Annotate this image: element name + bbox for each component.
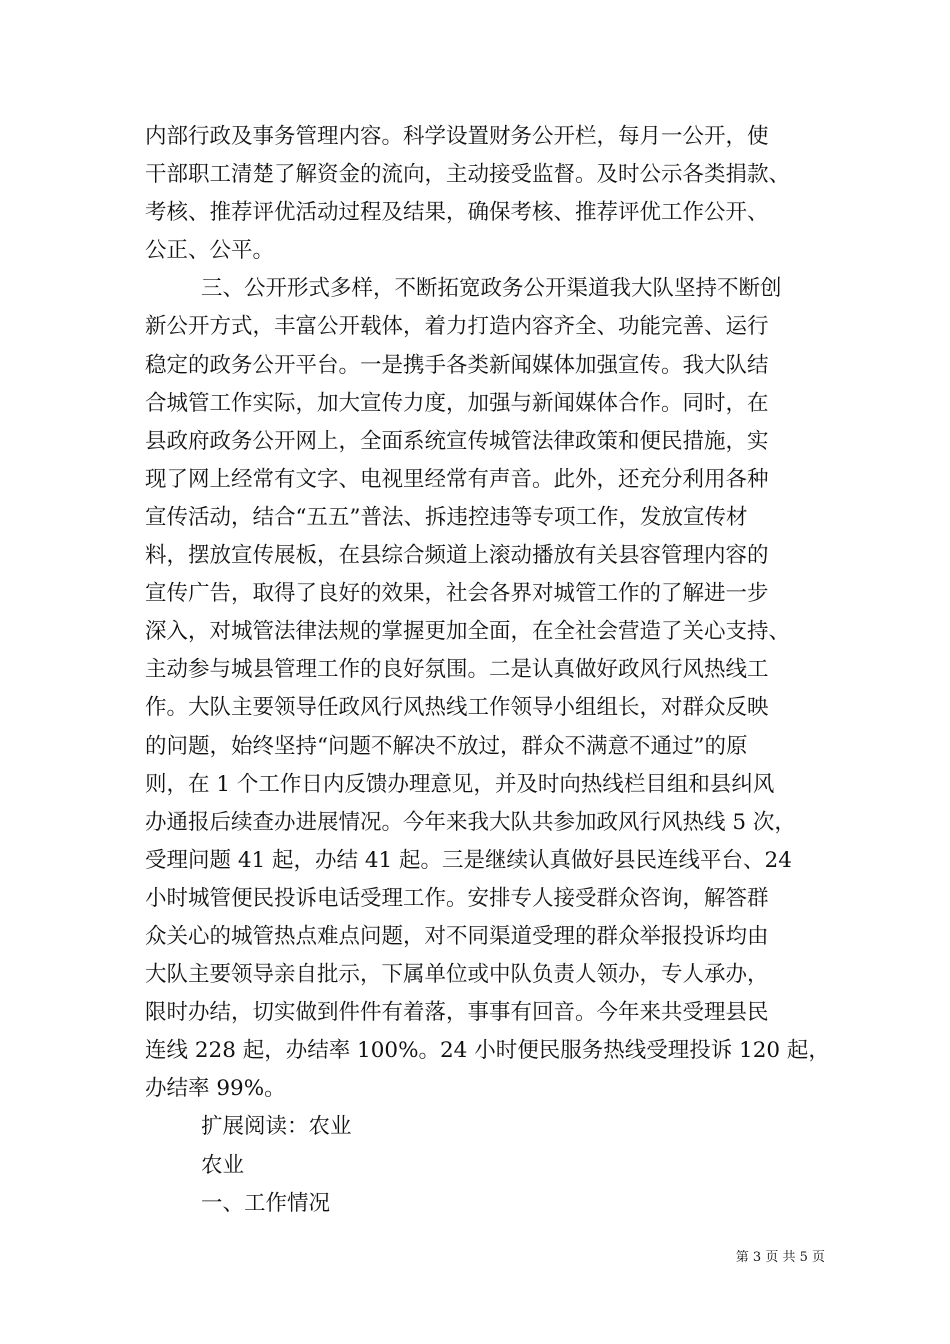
text-line: 现了网上经常有文字、电视里经常有声音。此外，还充分利用各种 <box>145 466 769 492</box>
work-status-heading: 一、工作情况 <box>201 1190 331 1216</box>
text-line: 则，在 1 个工作日内反馈办理意见，并及时向热线栏目组和县纠风 <box>145 771 775 797</box>
text-line: 考核、推荐评优活动过程及结果，确保考核、推荐评优工作公开、 <box>145 200 769 226</box>
page-number-footer: 第 3 页 共 5 页 <box>735 1250 825 1265</box>
extended-reading-heading: 扩展阅读：农业 <box>201 1114 352 1140</box>
text-line: 公正、公平。 <box>145 238 275 264</box>
text-line: 受理问题 41 起，办结 41 起。三是继续认真做好县民连线平台、24 <box>145 847 792 873</box>
text-line: 办结率 99%。 <box>145 1076 286 1102</box>
text-line: 内部行政及事务管理内容。科学设置财务公开栏，每月一公开，使 <box>145 124 769 149</box>
text-line: 宣传活动，结合“五五”普法、拆违控违等专项工作，发放宣传材 <box>145 504 748 530</box>
agriculture-title: 农业 <box>201 1152 245 1178</box>
text-line: 干部职工清楚了解资金的流向，主动接受监督。及时公示各类捐款、 <box>145 162 791 188</box>
text-line: 限时办结，切实做到件件有着落，事事有回音。今年来共受理县民 <box>145 1000 769 1026</box>
text-line: 宣传广告，取得了良好的效果，社会各界对城管工作的了解进一步 <box>145 581 769 607</box>
text-line: 办通报后续查办进展情况。今年来我大队共参加政风行风热线 5 次， <box>145 809 796 835</box>
text-line: 合城管工作实际，加大宣传力度，加强与新闻媒体合作。同时，在 <box>145 390 769 416</box>
text-line: 的问题，始终坚持“问题不解决不放过，群众不满意不通过”的原 <box>145 733 748 759</box>
text-line: 县政府政务公开网上，全面系统宣传城管法律政策和便民措施，实 <box>145 428 769 454</box>
text-line: 新公开方式，丰富公开载体，着力打造内容齐全、功能完善、运行 <box>145 314 769 340</box>
text-line: 稳定的政务公开平台。一是携手各类新闻媒体加强宣传。我大队结 <box>145 352 769 378</box>
text-line: 料，摆放宣传展板，在县综合频道上滚动播放有关县容管理内容的 <box>145 543 769 569</box>
text-line: 大队主要领导亲自批示，下属单位或中队负责人领办，专人承办， <box>145 962 769 988</box>
text-line: 作。大队主要领导任政风行风热线工作领导小组组长，对群众反映 <box>145 695 769 721</box>
text-line: 深入，对城管法律法规的掌握更加全面，在全社会营造了关心支持、 <box>145 619 791 645</box>
text-line: 小时城管便民投诉电话受理工作。安排专人接受群众咨询，解答群 <box>145 885 769 911</box>
section-three-heading-line: 三、公开形式多样，不断拓宽政务公开渠道我大队坚持不断创 <box>201 276 782 302</box>
body-text <box>145 118 830 1223</box>
text-line: 主动参与城县管理工作的良好氛围。二是认真做好政风行风热线工 <box>145 657 769 683</box>
text-line: 众关心的城管热点难点问题，对不同渠道受理的群众举报投诉均由 <box>145 923 769 949</box>
text-line: 连线 228 起，办结率 100%。24 小时便民服务热线受理投诉 120 起， <box>145 1038 830 1064</box>
